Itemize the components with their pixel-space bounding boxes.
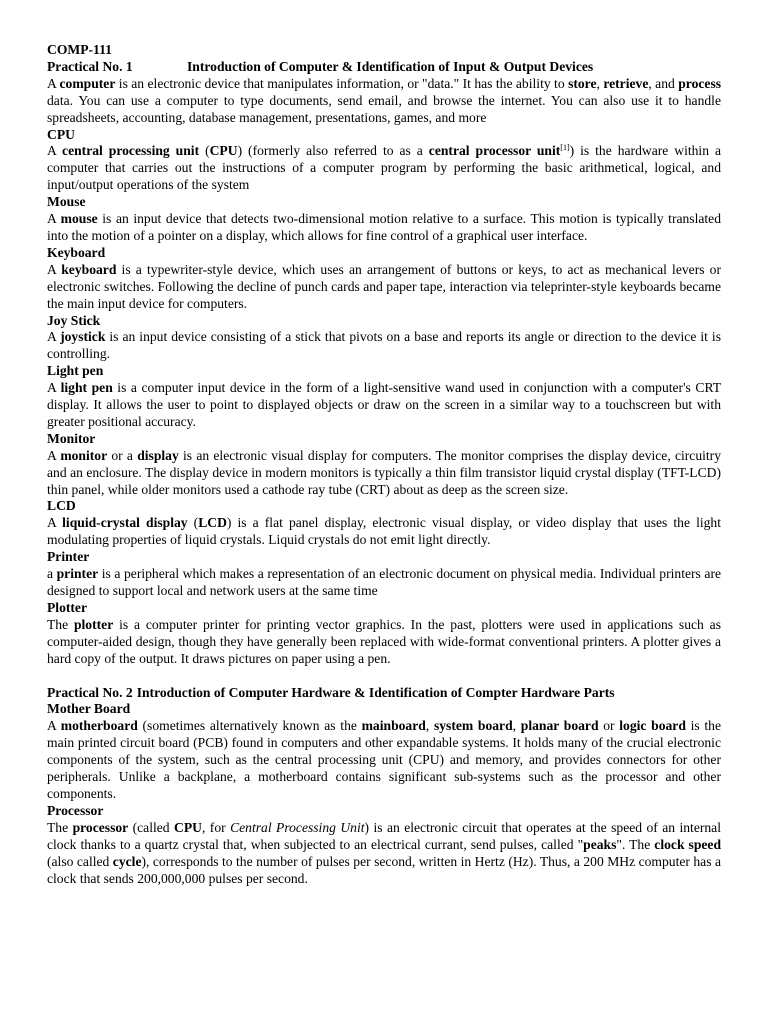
processor-definition: The processor (called CPU, for Central Processing Unit) is an electronic circuit that operates at the speed of an internal clock thanks to a quartz crystal that, when subjected to an electrical currant, send pulses, called "peaks". The clock speed (also called cycle), corresponds to the number of pulses per second, written in Hertz (Hz). Thus, a 200 MHz computer has a clock that sends 200,000,000 pulses per second. xyxy=(47,819,722,886)
section-spacer xyxy=(47,668,721,685)
lcd-definition: A liquid-crystal display (LCD) is a flat panel display, electronic visual display, or video display that uses the light modulating properties of liquid crystals. Liquid crystals do not emit light directly. xyxy=(47,515,721,548)
plotter-heading: Plotter xyxy=(47,599,87,615)
course-code: COMP-111 xyxy=(47,42,112,57)
printer-heading: Printer xyxy=(47,549,90,565)
light-pen-definition: A light pen is a computer input device in the form of a light-sensitive wand used in conjunction with a computer's CRT display. It allows the user to point to displayed objects or draw on the screen in a similar way to a touchscreen but with greater positional accuracy. xyxy=(47,380,721,429)
cpu-heading: CPU xyxy=(47,126,75,142)
computer-definition: A computer is an electronic device that manipulates information, or "data." It has the ability to store, retrieve, and process data. You can use a computer to type documents, send email, and browse the internet. You can also use it to handle spreadsheets, accounting, database management, presentations, games, and more xyxy=(47,75,722,125)
keyboard-definition: A keyboard is a typewriter-style device, which uses an arrangement of buttons or keys, to act as mechanical levers or electronic switches. Following the decline of punch cards and paper tape, interaction via teleprinter-style keyboards became the main input device for computers. xyxy=(47,261,722,311)
plotter-definition: The plotter is a computer printer for printing vector graphics. In the past, plotters were used in applications such as computer-aided design, though they have generally been replaced with wide-format conventional printers. A plotter gives a hard copy of the output. It draws pictures on paper using a pen. xyxy=(47,616,721,666)
processor-heading: Processor xyxy=(47,802,104,818)
practical-1-title xyxy=(47,59,721,76)
practical-2-number: Practical No. 2 xyxy=(47,684,133,700)
joystick-heading: Joy Stick xyxy=(47,312,101,328)
printer-definition: a printer is a peripheral which makes a representation of an electronic document on physical media. Individual printers are designed to support local and network users at the same time xyxy=(47,566,722,598)
practical-1-heading: Introduction of Computer & Identification of Input & Output Devices xyxy=(187,58,594,74)
light-pen-heading: Light pen xyxy=(47,363,104,379)
monitor-heading: Monitor xyxy=(47,430,96,446)
cpu-definition: A central processing unit (CPU) (formerly also referred to as a central processor unit[1]) is the hardware within a computer that carries out the instructions of a computer program by performing the basic arithmetical, logical, and input/output operations of the system xyxy=(47,143,722,193)
motherboard-definition: A motherboard (sometimes alternatively known as the mainboard, system board, planar board or logic board is the main printed circuit board (PCB) found in computers and other expandable systems. It holds many of the crucial electronic components of the system, such as the central processing unit (CPU) and memory, and provides connectors for other peripherals. Unlike a backplane, a motherboard contains significant sub-systems such as the processor and other components. xyxy=(47,718,721,801)
practical-2-title xyxy=(47,685,721,702)
lcd-heading: LCD xyxy=(47,498,76,514)
monitor-definition: A monitor or a display is an electronic visual display for computers. The monitor comprises the display device, circuitry and an enclosure. The display device in modern monitors is typically a thin film transistor liquid crystal display (TFT-LCD) thin panel, while older monitors used a cathode ray tube (CRT) about as deep as the screen size. xyxy=(47,447,722,497)
joystick-definition: A joystick is an input device consisting of a stick that pivots on a base and reports its angle or direction to the device it is controlling. xyxy=(47,329,721,362)
mouse-definition: A mouse is an input device that detects two-dimensional motion relative to a surface. This motion is typically translated into the motion of a pointer on a display, which allows for fine control of a graphical user interface. xyxy=(47,211,722,243)
citation-superscript: [1] xyxy=(560,143,570,153)
practical-2-heading: Introduction of Computer Hardware & Identification of Compter Hardware Parts xyxy=(136,684,615,700)
motherboard-heading: Mother Board xyxy=(47,701,131,717)
mouse-heading: Mouse xyxy=(47,194,86,210)
keyboard-heading: Keyboard xyxy=(47,244,106,260)
practical-1-number: Practical No. 1 xyxy=(47,58,133,74)
